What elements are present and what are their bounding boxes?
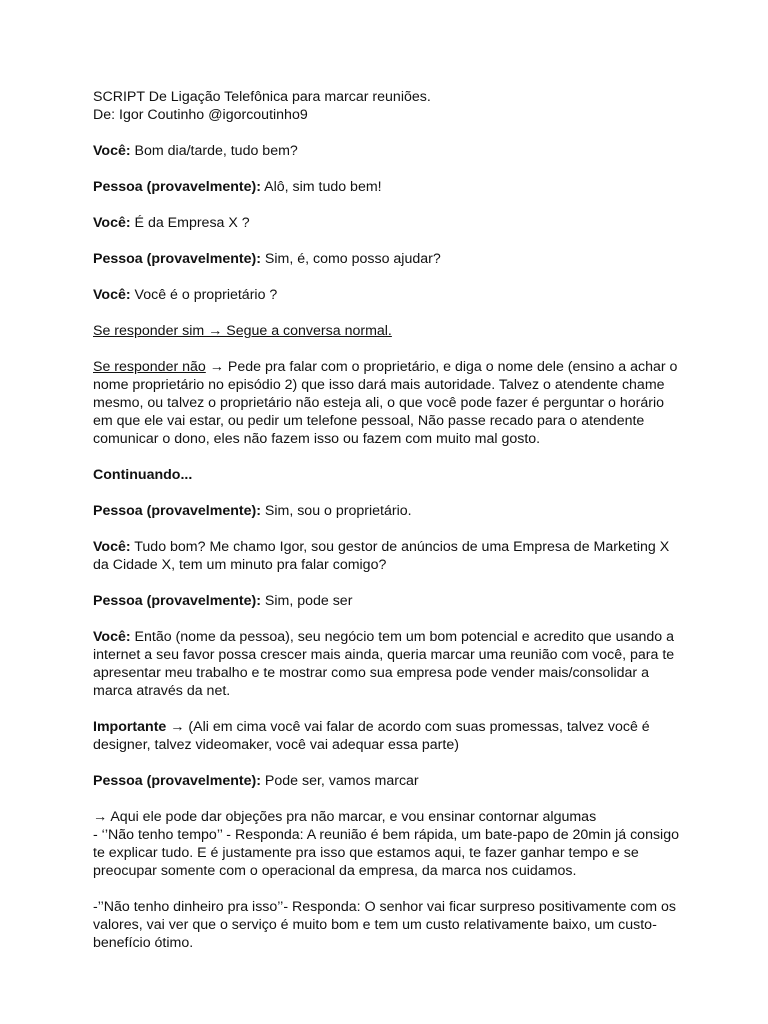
dialogue-text: Alô, sim tudo bem! <box>260 179 382 195</box>
dialogue-line <box>93 628 684 700</box>
speaker-label: Você: <box>93 629 131 645</box>
dialogue-text: Sim, é, como posso ajudar? <box>260 251 441 267</box>
continuing-label: Continuando... <box>93 467 193 483</box>
document-author: De: Igor Coutinho @igorcoutinho9 <box>93 107 308 123</box>
branch-yes <box>93 322 684 340</box>
dialogue-text: Bom dia/tarde, tudo bem? <box>130 143 298 159</box>
speaker-label: Pessoa (provavelmente): <box>93 179 261 195</box>
objection-no-money: -’’Não tenho dinheiro pra isso’’- Responda: O senhor vai ficar surpreso positivamente com os valores, vai ver que o serviço é muito bom e tem um custo relativamente baixo, um custo-benefício ótimo. <box>93 899 677 951</box>
important-text: → (Ali em cima você vai falar de acordo com suas promessas, talvez você é designer, talvez videomaker, você vai adequar essa parte) <box>93 719 650 753</box>
speaker-label: Você: <box>93 287 131 303</box>
document-title: SCRIPT De Ligação Telefônica para marcar reuniões. <box>93 89 431 105</box>
speaker-label: Pessoa (provavelmente): <box>93 503 261 519</box>
dialogue-line <box>93 772 684 790</box>
dialogue-text: Tudo bom? Me chamo Igor, sou gestor de anúncios de uma Empresa de Marketing X da Cidade X, tem um minuto pra falar comigo? <box>93 539 670 573</box>
speaker-label: Pessoa (provavelmente): <box>93 251 261 267</box>
dialogue-text: Sim, sou o proprietário. <box>260 503 412 519</box>
dialogue-line <box>93 142 684 160</box>
important-label: Importante <box>93 719 167 735</box>
speaker-label: Você: <box>93 539 131 555</box>
objections-intro: → Aqui ele pode dar objeções pra não marcar, e vou ensinar contornar algumas <box>93 809 597 825</box>
speaker-label: Pessoa (provavelmente): <box>93 593 261 609</box>
speaker-label: Pessoa (provavelmente): <box>93 773 261 789</box>
dialogue-line <box>93 502 684 520</box>
dialogue-text: Pode ser, vamos marcar <box>260 773 419 789</box>
dialogue-line <box>93 538 684 574</box>
objection-no-time: - ‘’Não tenho tempo’’ - Responda: A reunião é bem rápida, um bate-papo de 20min já consigo te explicar tudo. E é justamente pra isso que estamos aqui, te fazer ganhar tempo e se preocupar somente com o operacional da empresa, da marca nos cuidamos. <box>93 827 679 879</box>
speaker-label: Você: <box>93 143 131 159</box>
dialogue-line <box>93 178 684 196</box>
branch-yes-text: Se responder sim → Segue a conversa normal. <box>93 323 392 339</box>
dialogue-text: Então (nome da pessoa), seu negócio tem um bom potencial e acredito que usando a internet a seu favor possa crescer mais ainda, queria marcar uma reunião com você, para te apresentar meu trabalho e te mostrar como sua empresa pode vender mais/consolidar a marca através da net. <box>93 629 675 699</box>
branch-no-label: Se responder não <box>93 359 206 375</box>
document-header <box>93 88 684 124</box>
continuing-heading <box>93 466 684 484</box>
important-note <box>93 718 684 754</box>
dialogue-text: Sim, pode ser <box>260 593 353 609</box>
speaker-label: Você: <box>93 215 131 231</box>
branch-no <box>93 358 684 448</box>
branch-no-text: → Pede pra falar com o proprietário, e diga o nome dele (ensino a achar o nome proprietário no episódio 2) que isso dará mais autoridade. Talvez o atendente chame mesmo, ou talvez o proprietário não esteja ali, o que você pode fazer é perguntar o horário em que ele vai estar, ou pedir um telefone pessoal, Não passe recado para o atendente comunicar o dono, eles não fazem isso ou fazem com muito mal gosto. <box>93 359 678 447</box>
dialogue-line <box>93 592 684 610</box>
dialogue-line <box>93 214 684 232</box>
dialogue-line <box>93 286 684 304</box>
dialogue-text: É da Empresa X ? <box>130 215 250 231</box>
dialogue-text: Você é o proprietário ? <box>130 287 278 303</box>
dialogue-line <box>93 250 684 268</box>
objections-section <box>93 808 684 880</box>
